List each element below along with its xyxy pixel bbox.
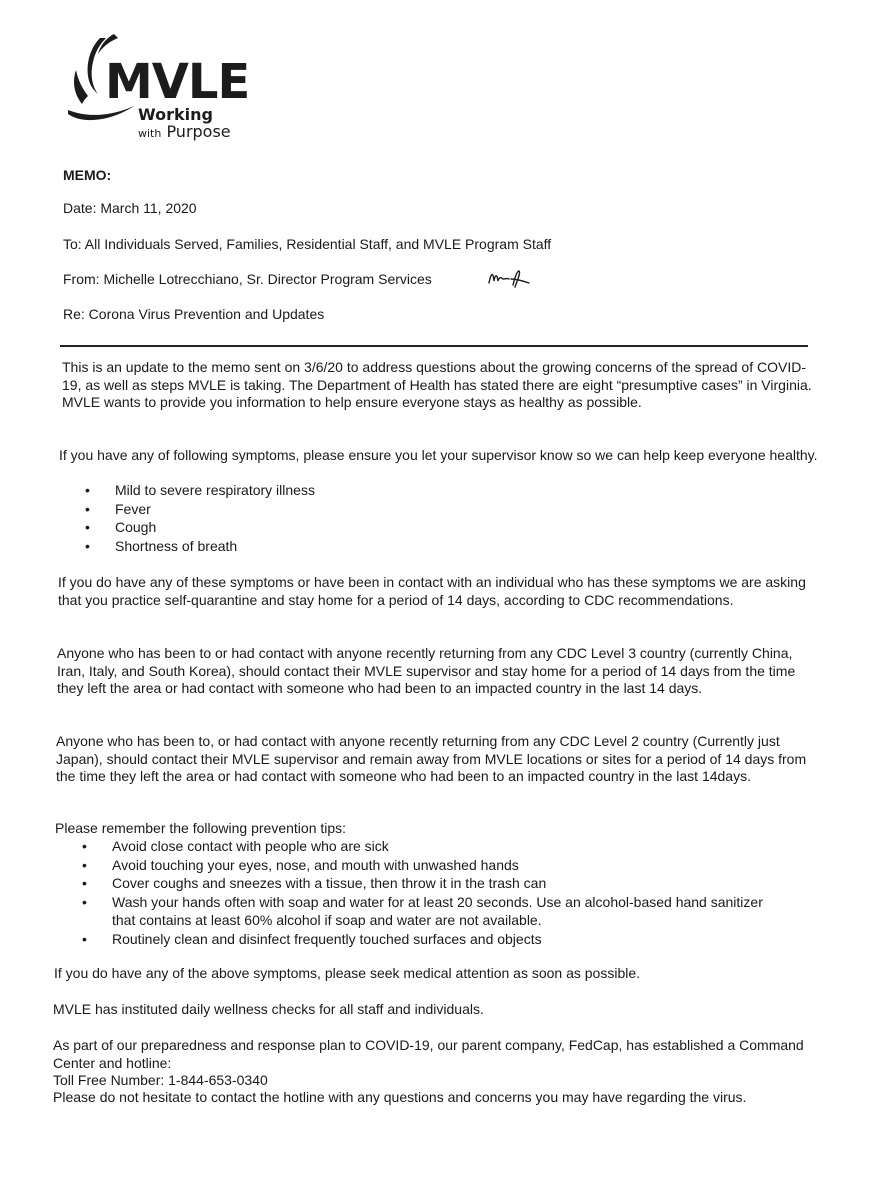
closing-paragraph: Please do not hesitate to contact the hotline with any questions and concerns you may have regarding the virus. [53,1089,747,1105]
list-item: • Avoid touching your eyes, nose, and mouth with unwashed hands [82,856,772,875]
quarantine-paragraph: If you do have any of these symptoms or have been in contact with an individual who has these symptoms we are asking that you practice self-quarantine and stay home for a period of 14 days, according to CDC recommendations. [58,574,806,608]
list-item: • Routinely clean and disinfect frequently touched surfaces and objects [82,930,772,949]
tips-list [82,837,772,948]
intro-paragraph: This is an update to the memo sent on 3/6/20 to address questions about the growing concerns of the spread of COVID-19, as well as steps MVLE is taking. The Department of Health has stated there are eight “presumptive cases” in Virginia. MVLE wants to provide you information to help ensure everyone stays as healthy as possible. [62,359,812,410]
memo-label: MEMO: [63,167,112,183]
list-item: • Shortness of breath [85,537,315,556]
toll-free-number: Toll Free Number: 1-844-653-0340 [53,1072,268,1088]
wellness-paragraph: MVLE has instituted daily wellness checks for all staff and individuals. [53,1001,484,1017]
tips-intro: Please remember the following prevention tips: [55,820,347,836]
list-item: • Fever [85,500,315,519]
level3-paragraph: Anyone who has been to or had contact with anyone recently returning from any CDC Level 3 country (currently China, Iran, Italy, and South Korea), should contact their MVLE supervisor and stay home for a period of 14 days from the time they left the area or had contact with someone who had been to an impacted country in the last 14 days. [57,645,796,696]
level2-paragraph: Anyone who has been to, or had contact with anyone recently returning from any CDC Level 2 country (Currently just Japan), should contact their MVLE supervisor and remain away from MVLE locations or sites for a period of 14 days from the time they left the area or had contact with someone who had been to an impacted country in the last 14days. [56,733,807,784]
symptoms-intro: If you have any of following symptoms, please ensure you let your supervisor know so we can help keep everyone healthy. [59,447,818,463]
list-item: • Wash your hands often with soap and water for at least 20 seconds. Use an alcohol-based hand sanitizer that contains at least 60% alcohol if soap and water are not available. [82,893,772,930]
handwritten-signature [487,267,531,291]
symptoms-list [85,481,315,555]
medical-paragraph: If you do have any of the above symptoms, please seek medical attention as soon as possible. [54,965,641,981]
list-item: • Cough [85,518,315,537]
logo-tagline-purpose-word: Purpose [166,122,231,141]
logo-tagline-working: Working [138,105,213,124]
logo-wordmark: MVLE [105,54,250,110]
memo-to: To: All Individuals Served, Families, Residential Staff, and MVLE Program Staff [63,236,552,252]
list-item: • Mild to severe respiratory illness [85,481,315,500]
list-item: • Cover coughs and sneezes with a tissue, then throw it in the trash can [82,874,772,893]
memo-from: From: Michelle Lotrecchiano, Sr. Director Program Services [63,271,432,287]
header-divider [60,345,808,347]
memo-date: Date: March 11, 2020 [63,200,197,216]
logo-tagline-purpose [138,124,231,140]
memo-re: Re: Corona Virus Prevention and Updates [63,306,325,322]
list-item: • Avoid close contact with people who are sick [82,837,772,856]
mvle-logo [62,30,250,145]
logo-tagline-with: with [138,127,162,140]
hotline-intro: As part of our preparedness and response plan to COVID-19, our parent company, FedCap, has established a Command Center and hotline: [53,1037,804,1071]
